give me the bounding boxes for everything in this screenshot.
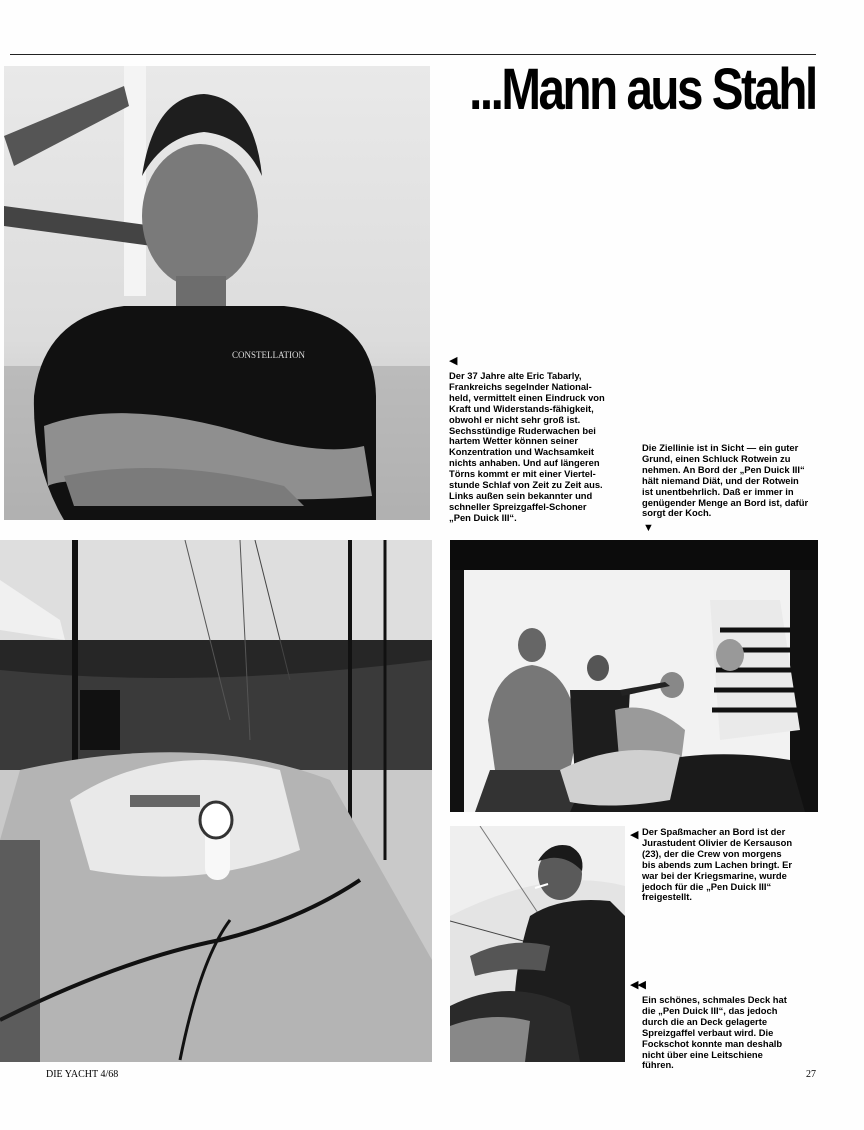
footer-magazine: DIE YACHT 4/68 [46,1069,119,1080]
deck-photo [0,540,432,1062]
crew-photo [450,540,818,812]
page-title: ...Mann aus Stahl [469,57,816,122]
caption-spassmacher: Der Spaßmacher an Bord ist der Jurastudent Olivier de Kersauson (23), der die Crew von morgens bis abends zum Lachen bringt. Er war bei der Kriegsmarine, wurde jedoch für die „Pen Duick III“ freigestellt. [642,826,793,903]
down-arrow-icon: ▼ [643,522,654,534]
left-arrow-icon: ◀ [630,829,639,841]
caption-ziellinie: Die Ziellinie ist in Sicht — ein guter Grund, einen Schluck Rotwein zu nehmen. An Bord der „Pen Duick III“ hält niemand Diät, und der Rotwein ist unentbehrlich. Daß er immer in genügender Menge an Bord ist, dafür sorgt der Koch. [642,442,809,519]
kersauson-photo [450,826,625,1062]
shirt-text: CONSTELLATION [232,350,305,360]
portrait-photo [4,66,430,520]
left-arrow-icon: ◀ [449,355,458,367]
double-left-arrow-icon: ◀◀ [630,979,645,991]
caption-deck: Ein schönes, schmales Deck hat die „Pen Duick III“, das jedoch durch die an Deck gelagerte Spreizgaffel verbaut wird. Die Fockschot konnte man deshalb nicht über eine Leitschiene führen. [642,994,787,1071]
caption-tabarly: Der 37 Jahre alte Eric Tabarly, Frankreichs segelnder National-held, vermittelt einen Eindruck von Kraft und Widerstands-fähigkeit, obwohl er nicht sehr groß ist. Sechsstündige Ruderwachen bei hartem Wetter können seiner Konzentration und Wachsamkeit nichts anhaben. Und auf längeren Törns kommt er mit einer Viertel-stunde Schlaf von Zeit zu Zeit aus. Links außen sein bekannter und schneller Spreizgaffel-Schoner „Pen Duick III“. [449,370,605,523]
top-rule [10,54,816,55]
page-number: 27 [806,1069,816,1080]
